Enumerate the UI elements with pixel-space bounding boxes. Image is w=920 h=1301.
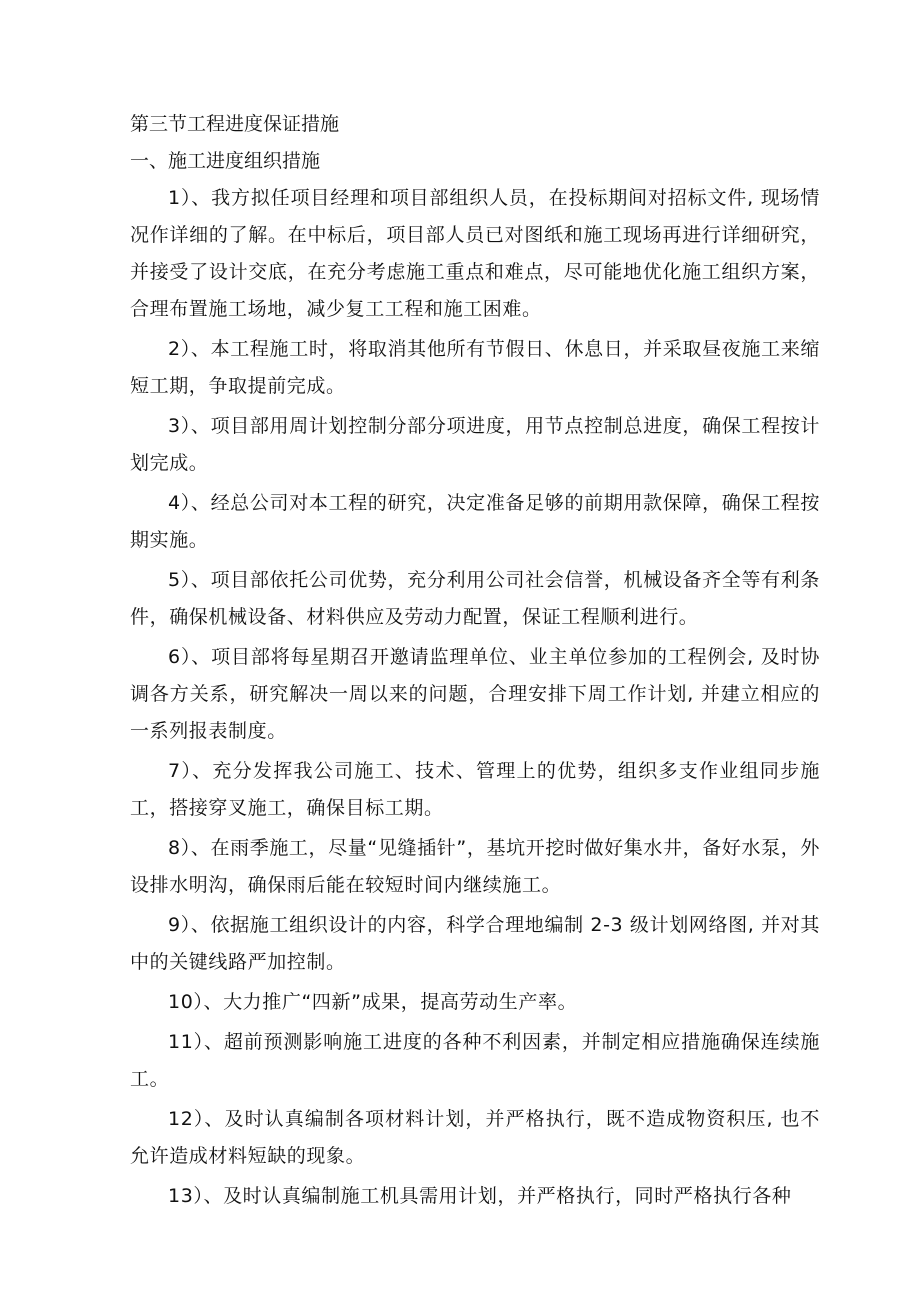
paragraph-10: 10）、大力推广“四新”成果，提高劳动生产率。 <box>168 991 578 1013</box>
section-title: 第三节工程进度保证措施 <box>130 113 340 135</box>
paragraph-4: 4）、经总公司对本工程的研究，决定准备足够的前期用款保障，确保工程按期实施。 <box>130 492 820 551</box>
paragraph-1: 1）、我方拟任项目经理和项目部组织人员，在投标期间对招标文件, 现场情况作详细的了解。在中标后，项目部人员已对图纸和施工现场再进行详细研究，并接受了设计交底，在充分考虑施工重点和难点，尽可能地优化施工组织方案，合理布置施工场地，减少复工工程和施工困难。 <box>130 187 820 320</box>
paragraph-9: 9）、依据施工组织设计的内容，科学合理地编制 2-3 级计划网络图, 并对其中的关键线路严加控制。 <box>130 914 820 973</box>
paragraph-6: 6）、项目部将每星期召开邀请监理单位、业主单位参加的工程例会, 及时协调各方关系，研究解决一周以来的问题，合理安排下周工作计划, 并建立相应的一系列报表制度。 <box>130 646 820 742</box>
paragraph-2: 2）、本工程施工时，将取消其他所有节假日、休息日，并采取昼夜施工来缩短工期，争取提前完成。 <box>130 338 820 397</box>
subsection-title: 一、施工进度组织措施 <box>130 150 321 172</box>
paragraph-3: 3）、项目部用周计划控制分部分项进度，用节点控制总进度，确保工程按计划完成。 <box>130 415 820 474</box>
document-page <box>130 106 820 1218</box>
paragraph-12: 12）、及时认真编制各项材料计划，并严格执行，既不造成物资积压, 也不允许造成材料短缺的现象。 <box>130 1108 820 1167</box>
paragraph-5: 5）、项目部依托公司优势，充分利用公司社会信誉，机械设备齐全等有利条件，确保机械设备、材料供应及劳动力配置，保证工程顺利进行。 <box>130 569 820 628</box>
paragraph-11: 11）、超前预测影响施工进度的各种不利因素，并制定相应措施确保连续施工。 <box>130 1031 820 1090</box>
paragraph-13: 13）、及时认真编制施工机具需用计划，并严格执行，同时严格执行各种 <box>168 1185 792 1207</box>
paragraph-7: 7）、充分发挥我公司施工、技术、管理上的优势，组织多支作业组同步施工，搭接穿叉施工，确保目标工期。 <box>130 760 820 819</box>
paragraph-8: 8）、在雨季施工，尽量“见缝插针”，基坑开挖时做好集水井，备好水泵，外设排水明沟，确保雨后能在较短时间内继续施工。 <box>130 837 820 896</box>
